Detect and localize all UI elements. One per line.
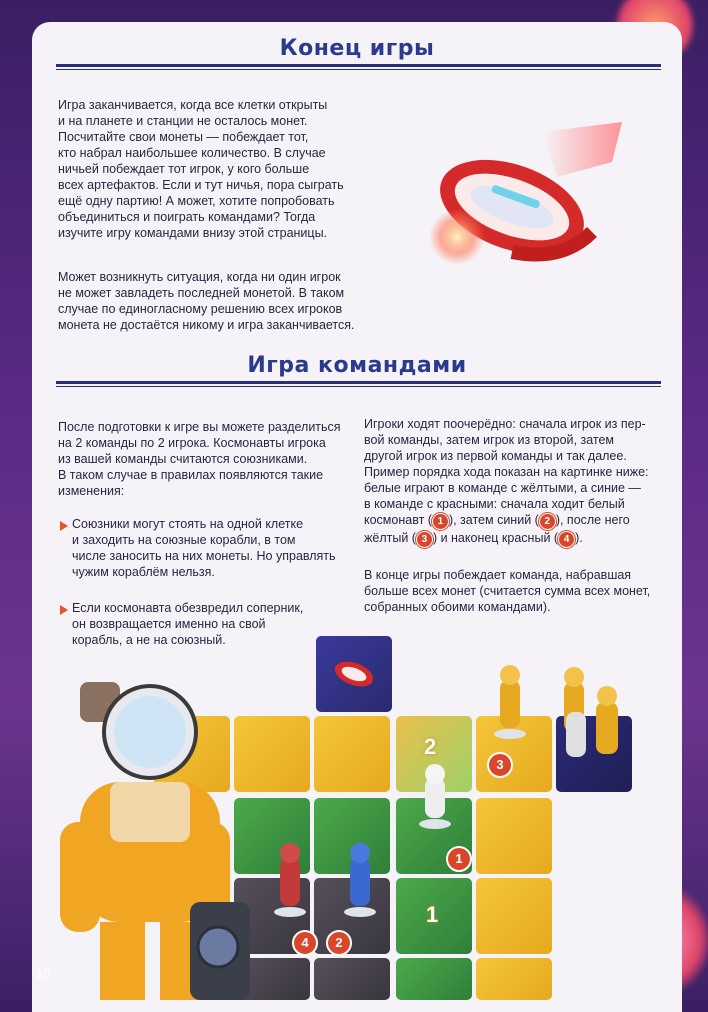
order-badge-1-board: 1	[446, 846, 472, 872]
white-astronaut-figure	[415, 762, 455, 832]
turn-order-text: жёлтый (	[364, 531, 416, 545]
bullet-marker	[60, 605, 68, 615]
yellow-astronaut-figure	[490, 662, 530, 742]
order-badge-1: 1	[432, 513, 449, 530]
order-badge-3: 3	[416, 531, 433, 548]
red-astronaut-figure	[270, 840, 310, 920]
board-tile	[314, 716, 390, 792]
title-rule	[56, 64, 661, 67]
order-badge-4-board: 4	[292, 930, 318, 956]
turn-order-text: Игроки ходят поочерёдно: сначала игрок из пер- вой команды, затем игрок из второй, затем другой игрок из первой команды и так далее. Пример порядка хода показан на картинке ниже: белые играют в команде с жёлтыми, а синие — в команде с красными: сначала ходит белый космонавт (	[364, 417, 649, 527]
section-title-game-end: Конец игры	[279, 36, 435, 61]
tile-number: 2	[424, 734, 437, 759]
turn-order-text: ).	[575, 531, 583, 545]
astronaut-character-illustration	[40, 672, 250, 1000]
order-badge-3-board: 3	[487, 752, 513, 778]
title-rule-2-thin	[56, 386, 661, 387]
order-badge-2: 2	[539, 513, 556, 530]
section-title-team-play: Игра командами	[247, 353, 467, 378]
turn-order-text: ) и наконец красный (	[432, 531, 559, 545]
order-badge-4: 4	[558, 531, 575, 548]
page-number: 10	[36, 966, 51, 981]
turn-order-text: ), затем синий (	[448, 513, 539, 527]
allies-rule: Союзники могут стоять на одной клетке и заходить на союзные корабли, в том числе заносить на них монеты. Но управлять чужим кораблём нельзя.	[72, 517, 336, 579]
blue-astronaut-figure	[340, 840, 380, 920]
tile-number: 1	[426, 902, 439, 927]
artifact-tile-1	[396, 878, 472, 954]
spaceship-illustration	[392, 122, 632, 292]
mini-ship-icon	[316, 636, 392, 712]
board-tile	[476, 958, 552, 1000]
last-coin-paragraph: Может возникнуть ситуация, когда ни один игрок не может завладеть последней монетой. В таком случае по единогласному решению всех игроков монета не достаётся никому и игра заканчивается.	[58, 270, 355, 332]
team-victory-paragraph: В конце игры побеждает команда, набравшая больше всех монет (считается сумма всех монет, собранных обоими командами).	[364, 568, 651, 614]
title-rule-2	[56, 381, 661, 384]
order-badge-2-board: 2	[326, 930, 352, 956]
turn-order-paragraph	[364, 416, 664, 548]
astronaut-group-figures	[556, 662, 636, 772]
board-tile	[396, 958, 472, 1000]
neutralized-rule: Если космонавта обезвредил соперник, он возвращается именно на свой корабль, а не на союзный.	[72, 601, 304, 647]
team-intro-paragraph: После подготовки к игре вы можете разделиться на 2 команды по 2 игрока. Космонавты игрока из вашей команды считаются союзниками. В таком случае в правилах появляются такие изменения:	[58, 420, 341, 498]
board-tile	[476, 798, 552, 874]
board-tile	[314, 958, 390, 1000]
turn-order-text: ), после него	[555, 513, 630, 527]
board-tile	[476, 878, 552, 954]
ship-tile	[316, 636, 392, 712]
game-end-paragraph: Игра заканчивается, когда все клетки открыты и на планете и станции не осталось монет. Посчитайте свои монеты — побеждает тот, кто набрал наибольшее количество. В случае ничьей побеждает тот игрок, у кого больше всех артефактов. Если и тут ничья, пора сыграть ещё одну партию! А может, хотите попробовать объединиться и поиграть командами? Тогда изучите игру командами внизу этой страницы.	[58, 98, 344, 240]
bullet-marker	[60, 521, 68, 531]
title-rule-thin	[56, 69, 661, 70]
